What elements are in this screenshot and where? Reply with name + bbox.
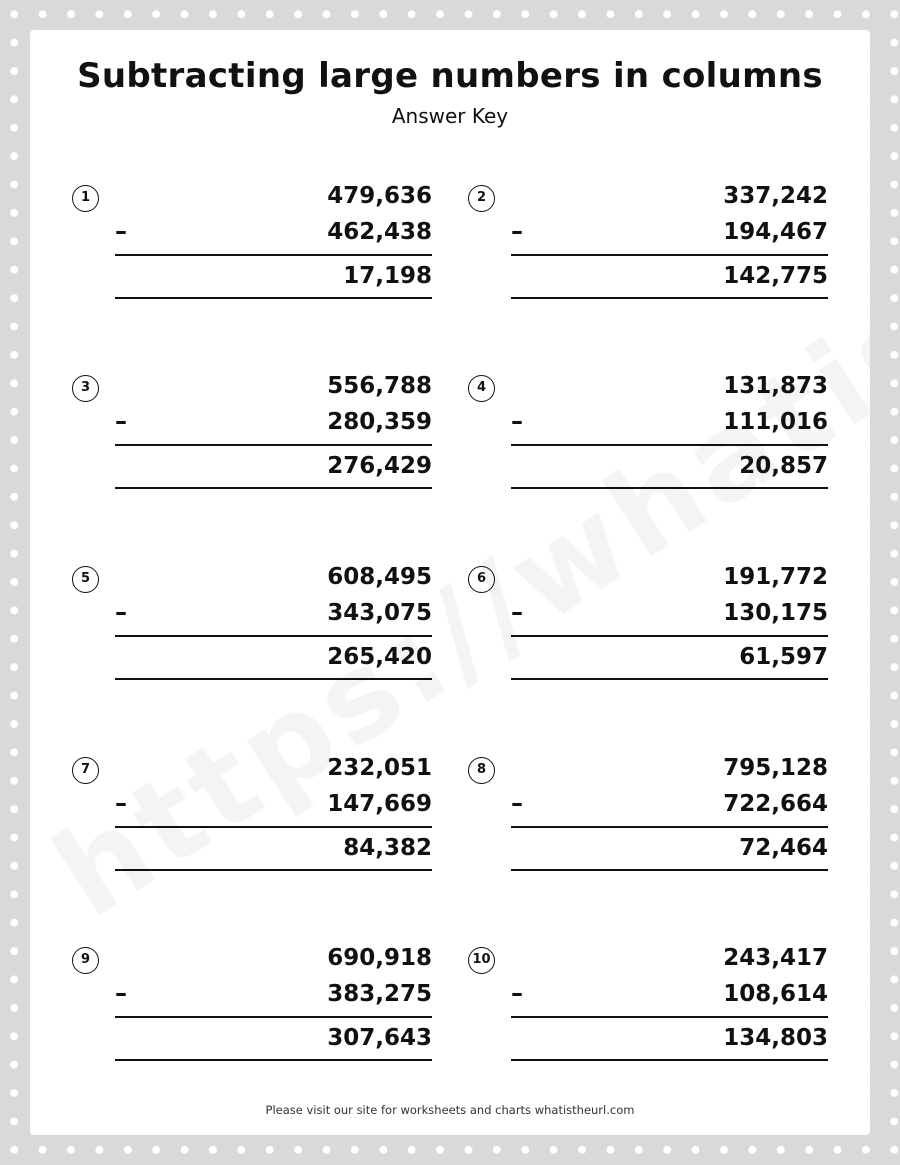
problem-number: 8	[468, 757, 495, 784]
problem-number: 3	[72, 375, 99, 402]
difference: 307,643	[327, 1025, 432, 1051]
divider-line	[115, 678, 432, 680]
difference: 142,775	[723, 263, 828, 289]
problem-number: 7	[72, 757, 99, 784]
problem-4	[468, 375, 828, 505]
divider-line	[115, 1016, 432, 1018]
difference: 84,382	[343, 835, 432, 861]
minus-sign: –	[511, 979, 523, 1007]
difference: 265,420	[327, 644, 432, 670]
divider-line	[511, 1059, 828, 1061]
subtrahend: 108,614	[723, 981, 828, 1007]
problem-1	[72, 185, 432, 315]
difference: 61,597	[739, 644, 828, 670]
problem-number: 6	[468, 566, 495, 593]
divider-line	[115, 297, 432, 299]
worksheet-page	[30, 30, 870, 1135]
divider-line	[115, 444, 432, 446]
footer-note: Please visit our site for worksheets and charts whatistheurl.com	[265, 1103, 635, 1117]
page-subtitle: Answer Key	[391, 104, 509, 128]
divider-line	[115, 869, 432, 871]
subtrahend: 343,075	[327, 600, 432, 626]
minus-sign: –	[115, 217, 127, 245]
minus-sign: –	[115, 598, 127, 626]
minuend: 191,772	[723, 564, 828, 590]
problem-3	[72, 375, 432, 505]
difference: 276,429	[327, 453, 432, 479]
divider-line	[511, 869, 828, 871]
difference: 20,857	[739, 453, 828, 479]
divider-line	[115, 254, 432, 256]
difference: 17,198	[343, 263, 432, 289]
subtrahend: 383,275	[327, 981, 432, 1007]
minus-sign: –	[511, 217, 523, 245]
subtrahend: 462,438	[327, 219, 432, 245]
divider-line	[115, 487, 432, 489]
minuend: 337,242	[723, 183, 828, 209]
minus-sign: –	[511, 407, 523, 435]
problem-number: 1	[72, 185, 99, 212]
problem-10	[468, 947, 828, 1077]
problem-number: 9	[72, 947, 99, 974]
minus-sign: –	[115, 407, 127, 435]
subtrahend: 147,669	[327, 791, 432, 817]
divider-line	[511, 444, 828, 446]
divider-line	[511, 254, 828, 256]
problem-2	[468, 185, 828, 315]
divider-line	[511, 635, 828, 637]
minus-sign: –	[511, 789, 523, 817]
minus-sign: –	[511, 598, 523, 626]
minuend: 795,128	[723, 755, 828, 781]
page-title: Subtracting large numbers in columns	[77, 56, 823, 96]
divider-line	[115, 635, 432, 637]
minuend: 232,051	[327, 755, 432, 781]
problem-5	[72, 566, 432, 696]
subtrahend: 194,467	[723, 219, 828, 245]
problem-6	[468, 566, 828, 696]
minuend: 131,873	[723, 373, 828, 399]
problem-7	[72, 757, 432, 887]
divider-line	[511, 297, 828, 299]
minuend: 556,788	[327, 373, 432, 399]
problem-number: 10	[468, 947, 495, 974]
subtrahend: 280,359	[327, 409, 432, 435]
minuend: 690,918	[327, 945, 432, 971]
divider-line	[511, 678, 828, 680]
problem-number: 5	[72, 566, 99, 593]
divider-line	[511, 487, 828, 489]
difference: 72,464	[739, 835, 828, 861]
problem-number: 2	[468, 185, 495, 212]
divider-line	[511, 826, 828, 828]
minuend: 243,417	[723, 945, 828, 971]
subtrahend: 130,175	[723, 600, 828, 626]
minuend: 479,636	[327, 183, 432, 209]
divider-line	[115, 826, 432, 828]
divider-line	[511, 1016, 828, 1018]
subtrahend: 111,016	[723, 409, 828, 435]
divider-line	[115, 1059, 432, 1061]
problem-9	[72, 947, 432, 1077]
subtrahend: 722,664	[723, 791, 828, 817]
difference: 134,803	[723, 1025, 828, 1051]
problem-number: 4	[468, 375, 495, 402]
minus-sign: –	[115, 789, 127, 817]
problem-8	[468, 757, 828, 887]
minuend: 608,495	[327, 564, 432, 590]
minus-sign: –	[115, 979, 127, 1007]
